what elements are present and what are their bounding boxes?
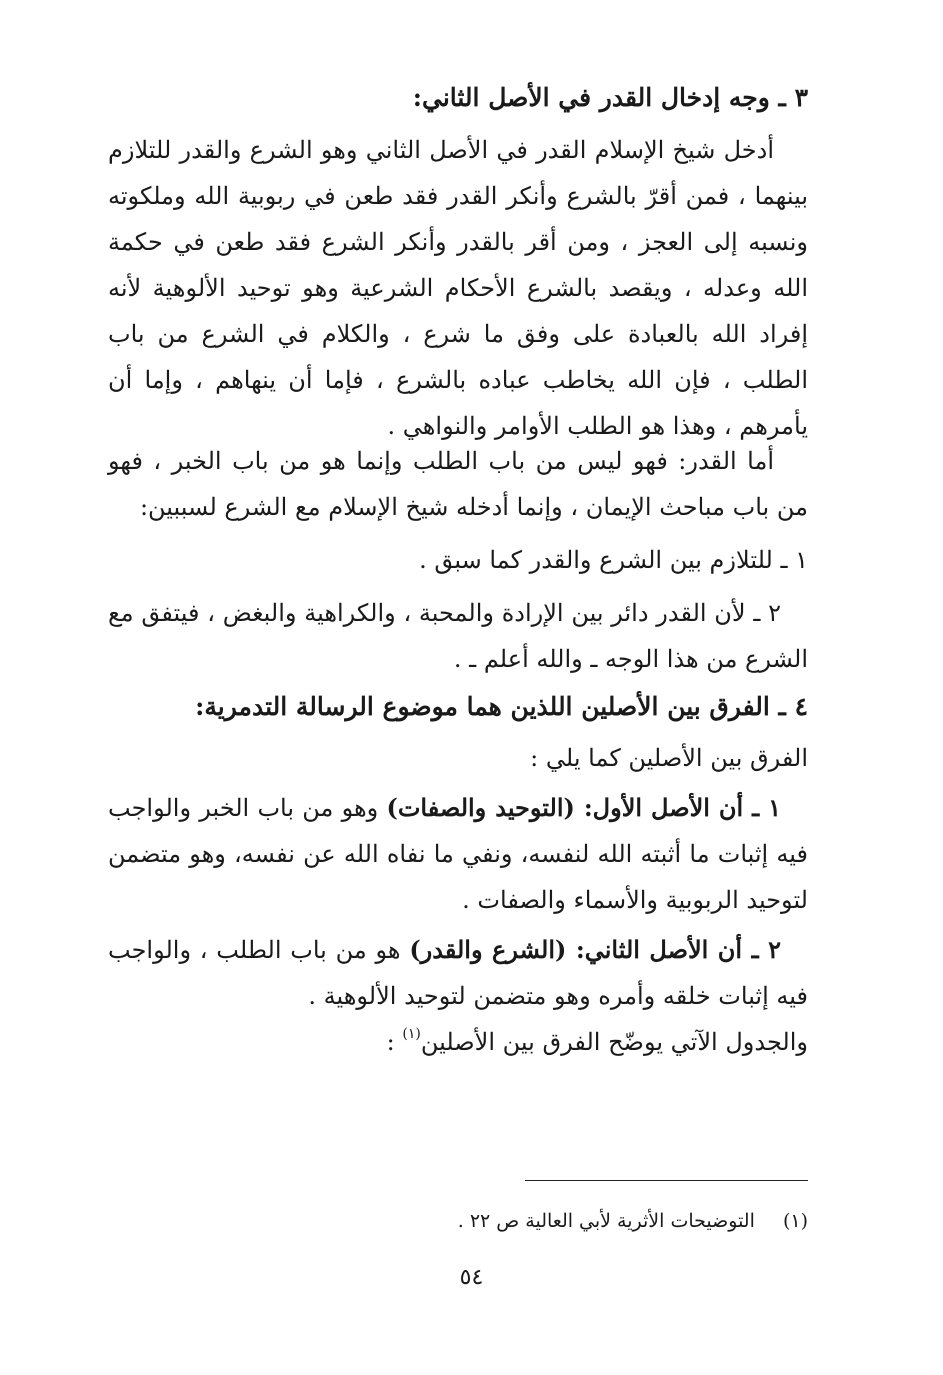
footnote-reference: (١) [402,1026,421,1042]
page-number: ٥٤ [459,1265,484,1290]
section-3-heading: ٣ ـ وجه إدخال القدر في الأصل الثاني: [412,83,808,112]
paragraph-shariah-qadar: أدخل شيخ الإسلام القدر في الأصل الثاني وهو الشرع والقدر للتلازم بينهما ، فمن أقرّ بالشرع وأنكر القدر فقد طعن في ربوبية الله وملكوته ونسبه إلى العجز ، ومن أقر بالقدر وأنكر الشرع فقد طعن في حكمة الله وعدله ، ويقصد بالشرع الأحكام الشرعية وهو توحيد الألوهية لأنه إفراد الله بالعبادة على وفق ما شرع ، والكلام في الشرع من باب الطلب ، فإن الله يخاطب عباده بالشرع ، فإما أن ينهاهم ، وإما أن يأمرهم ، وهذا هو الطلب الأوامر والنواهي . [108,136,808,440]
reason-1: ١ ـ للتلازم بين الشرع والقدر كما سبق . [419,546,808,574]
footnote-divider [525,1180,808,1181]
point-1-lead: ١ ـ أن الأصل الأول: (التوحيد والصفات) [386,793,781,822]
table-intro [387,1022,808,1062]
section-4-intro: الفرق بين الأصلين كما يلي : [530,744,808,772]
point-2-text: هو من باب الطلب ، والواجب فيه إثبات خلقه وأمره وهو متضمن لتوحيد الألوهية . [108,936,808,1010]
point-1 [108,785,808,923]
point-1-text: وهو من باب الخبر والواجب فيه إثبات ما أثبته الله لنفسه، ونفي ما نفاه الله عن نفسه، وهو متضمن لتوحيد الربوبية والأسماء والصفات . [108,794,808,914]
point-2 [108,927,808,1019]
footnote-text: التوضيحات الأثرية لأبي العالية ص ٢٢ . [457,1210,755,1232]
point-2-lead: ٢ ـ أن الأصل الثاني: (الشرع والقدر) [409,935,781,964]
table-intro-text: والجدول الآتي يوضّح الفرق بين الأصلين [420,1028,808,1056]
table-intro-colon: : [386,1028,395,1056]
paragraph-qadar-reasons: أما القدر: فهو ليس من باب الطلب وإنما هو من باب الخبر ، فهو من باب مباحث الإيمان ، وإنما أدخله شيخ الإسلام مع الشرع لسببين: [108,447,808,521]
section-4-heading: ٤ ـ الفرق بين الأصلين اللذين هما موضوع الرسالة التدمرية: [195,692,808,721]
footnote [458,1206,808,1236]
footnote-number: (١) [782,1210,808,1232]
reason-2: ٢ ـ لأن القدر دائر بين الإرادة والمحبة ، والكراهية والبغض ، فيتفق مع الشرع من هذا الوجه ـ والله أعلم ـ . [108,599,808,673]
